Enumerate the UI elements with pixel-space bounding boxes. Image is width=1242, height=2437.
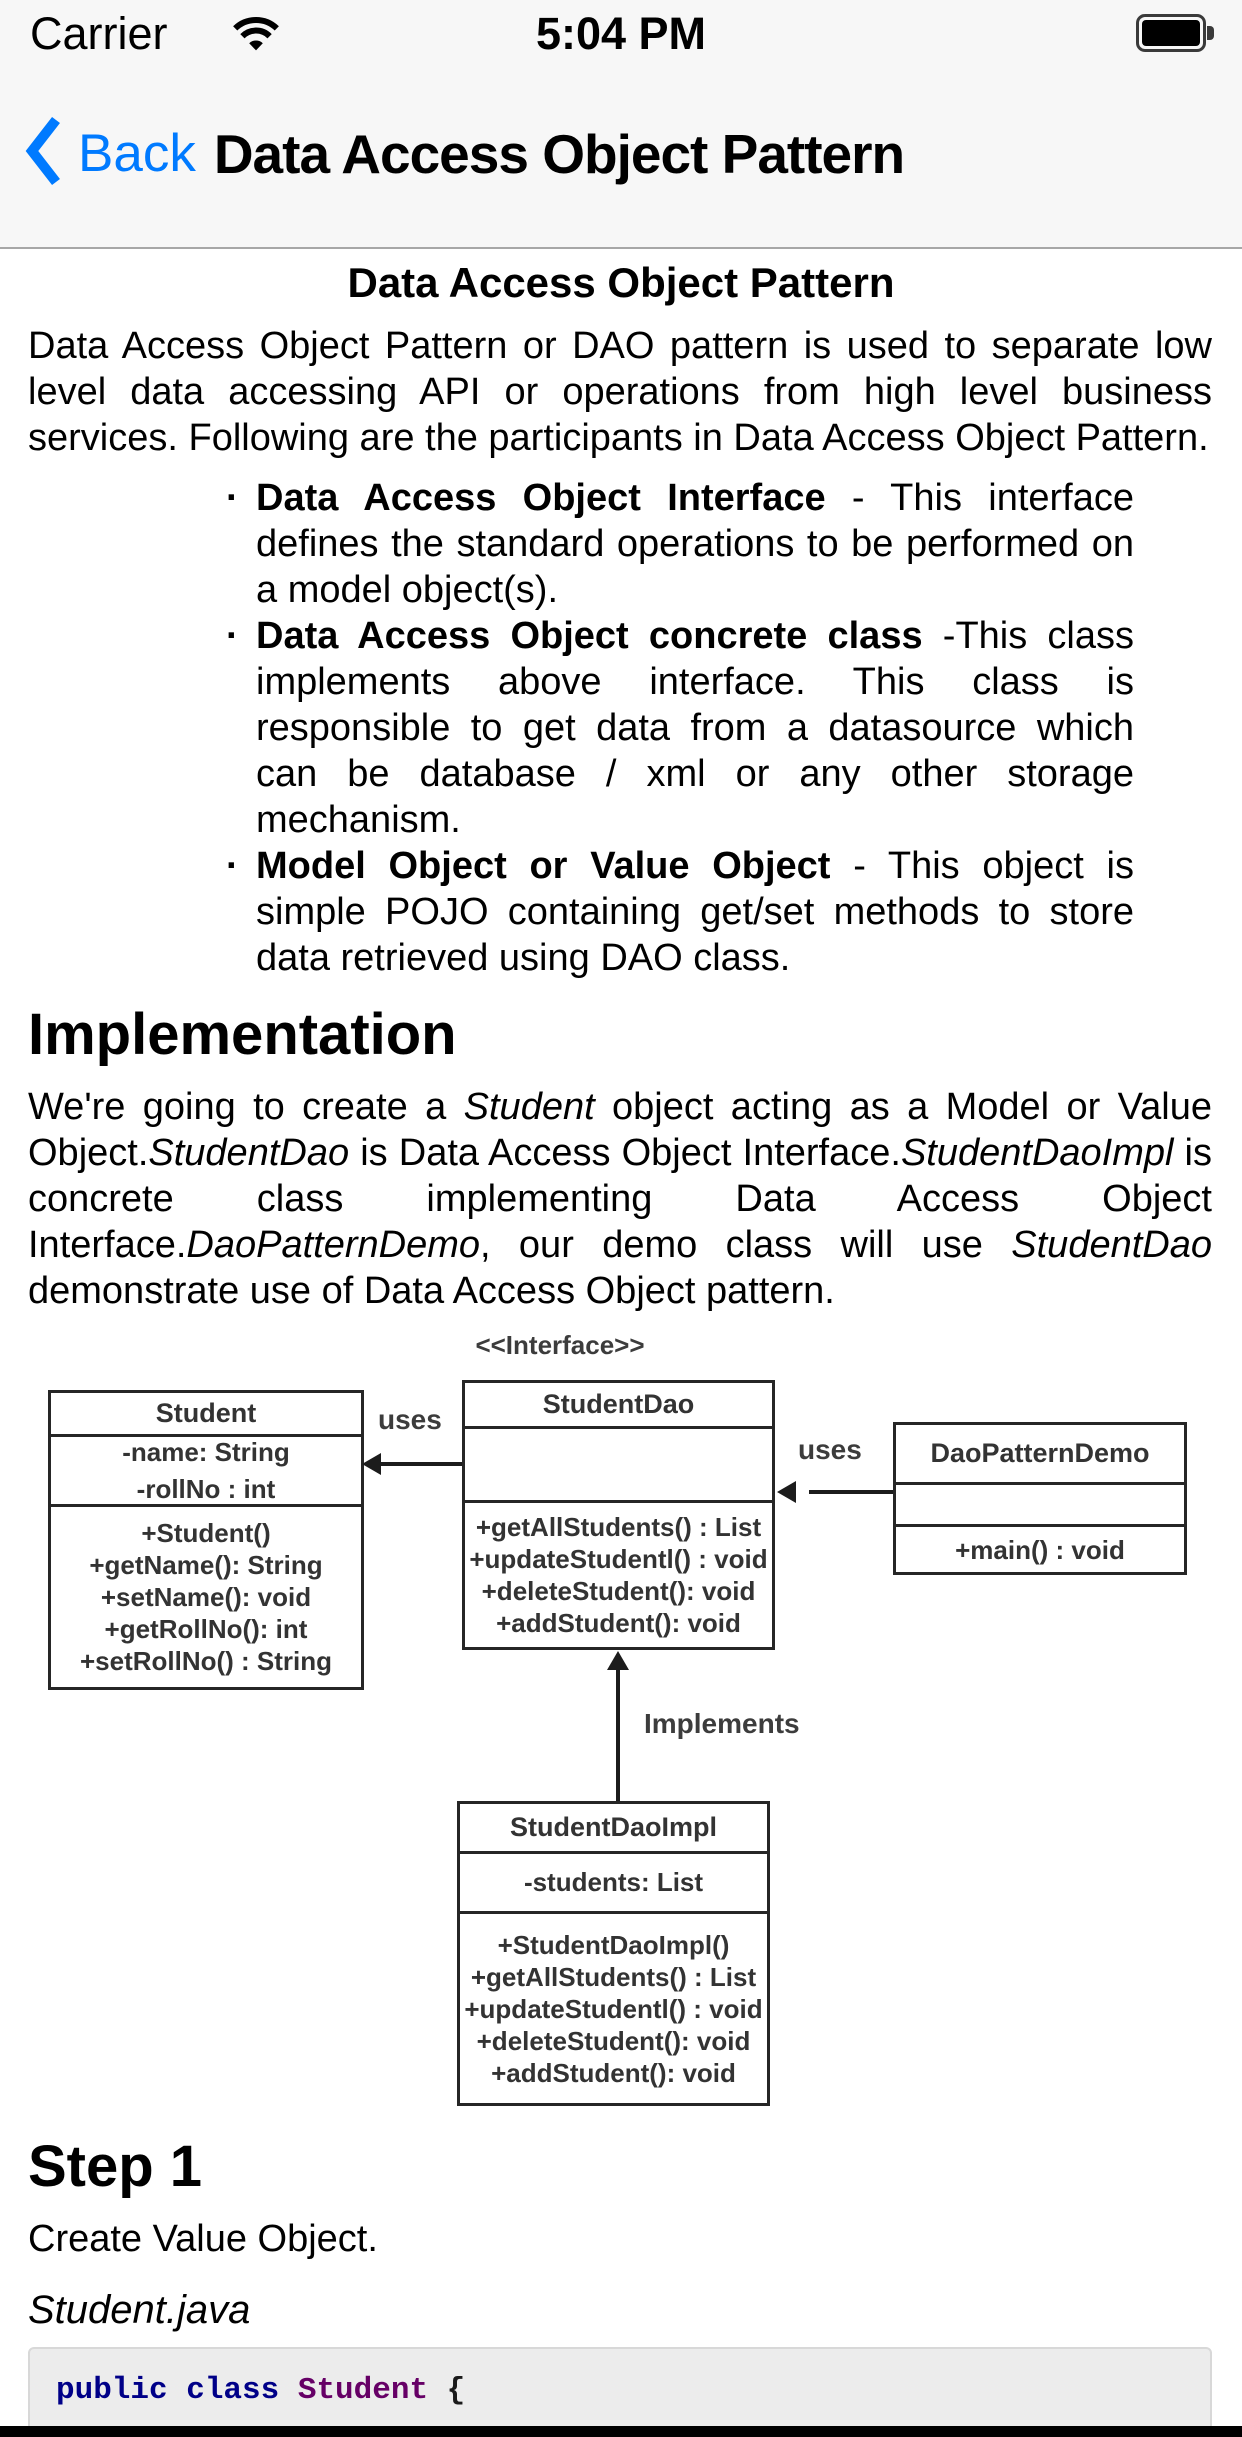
list-item-text: - This interface defines the standard operations to be performed on a model object(s). (256, 477, 1134, 611)
uml-class-studentdaoimpl (457, 1801, 770, 2106)
uml-methods: +StudentDaoImpl() +getAllStudents() : List +updateStudentl() : void +deleteStudent(): void +addStudent(): void (464, 1929, 763, 2088)
implements-arrow-line (616, 1668, 620, 1801)
header (0, 0, 1242, 249)
uml-class-name: StudentDaoImpl (460, 1804, 767, 1854)
implementation-paragraph: We're going to create a Student object acting as a Model or Value Object.StudentDao is Data Access Object Interface.StudentDaoImpl is concrete class implementing Data Access Object Interface.DaoPatternDemo, our demo class will use StudentDao demonstrate use of Data Access Object pattern. (28, 1086, 1212, 1312)
bottom-edge-bar (0, 2426, 1242, 2437)
arrowhead-left-icon (362, 1453, 381, 1475)
status-bar (0, 0, 1242, 60)
list-item-text: - This object is simple POJO containing get/set methods to store data retrieved using DAO class. (256, 845, 1134, 979)
uml-class-student (48, 1390, 364, 1690)
uml-attributes: -name: String -rollNo : int (51, 1437, 361, 1507)
page-title: Data Access Object Pattern (213, 122, 905, 185)
uses-arrow-line (380, 1462, 462, 1466)
uml-attributes: -students: List (460, 1854, 767, 1914)
step1-heading: Step 1 (28, 2134, 203, 2199)
intro-paragraph: Data Access Object Pattern or DAO pattern is used to separate low level data accessing API or operations from high level business services. Following are the participants in Data Access Object Pattern. (28, 325, 1212, 459)
uses-edge-label: uses (798, 1434, 862, 1465)
code-keyword: public class (56, 2373, 298, 2408)
implementation-heading: Implementation (28, 1002, 457, 1067)
article-title: Data Access Object Pattern (347, 259, 895, 306)
uses-arrow-line (809, 1490, 893, 1494)
clock: 5:04 PM (535, 8, 707, 59)
filename-label: Student.java (28, 2288, 251, 2332)
uml-attributes (465, 1429, 772, 1503)
arrowhead-up-icon (607, 1651, 629, 1670)
uml-class-daopatterndemo (893, 1422, 1187, 1575)
list-item (218, 843, 1134, 981)
list-item-term: Data Access Object concrete class (256, 615, 923, 657)
carrier-label: Carrier (30, 8, 168, 59)
battery-icon (1136, 14, 1214, 52)
back-button[interactable] (22, 115, 196, 192)
uml-diagram-image (0, 1318, 1242, 2113)
list-item-term: Data Access Object Interface (256, 477, 826, 519)
uml-class-studentdao (462, 1380, 775, 1650)
navigation-bar (0, 60, 1242, 247)
article-scroll-view[interactable] (0, 259, 1242, 2437)
list-item (218, 475, 1134, 613)
participants-list (218, 475, 1134, 981)
uml-attributes (896, 1485, 1184, 1527)
uses-edge-label: uses (378, 1404, 442, 1435)
implements-edge-label: Implements (644, 1708, 800, 1739)
step1-text: Create Value Object. (28, 2218, 378, 2260)
code-type: Student (297, 2373, 429, 2408)
list-item-term: Model Object or Value Object (256, 845, 831, 887)
chevron-left-icon (22, 115, 64, 192)
arrowhead-left-icon (777, 1481, 796, 1503)
uml-methods: +getAllStudents() : List +updateStudentl() : void +deleteStudent(): void +addStudent(): void (469, 1512, 768, 1638)
back-button-label: Back (78, 124, 196, 183)
list-item (218, 613, 1134, 843)
uml-class-name: DaoPatternDemo (896, 1425, 1184, 1485)
list-item-text: -This class implements above interface. This class is responsible to get data from a datasource which can be database / xml or any other storage mechanism. (256, 615, 1134, 841)
uml-class-name: Student (51, 1393, 361, 1437)
code-block (28, 2347, 1212, 2437)
interface-stereotype-label: <<Interface>> (475, 1330, 645, 1360)
uml-methods: +main() : void (955, 1534, 1125, 1565)
uml-class-name: StudentDao (465, 1383, 772, 1429)
uml-methods: +Student() +getName(): String +setName(): void +getRollNo(): int +setRollNo() : String (79, 1518, 333, 1676)
code-plain: { (428, 2373, 466, 2408)
